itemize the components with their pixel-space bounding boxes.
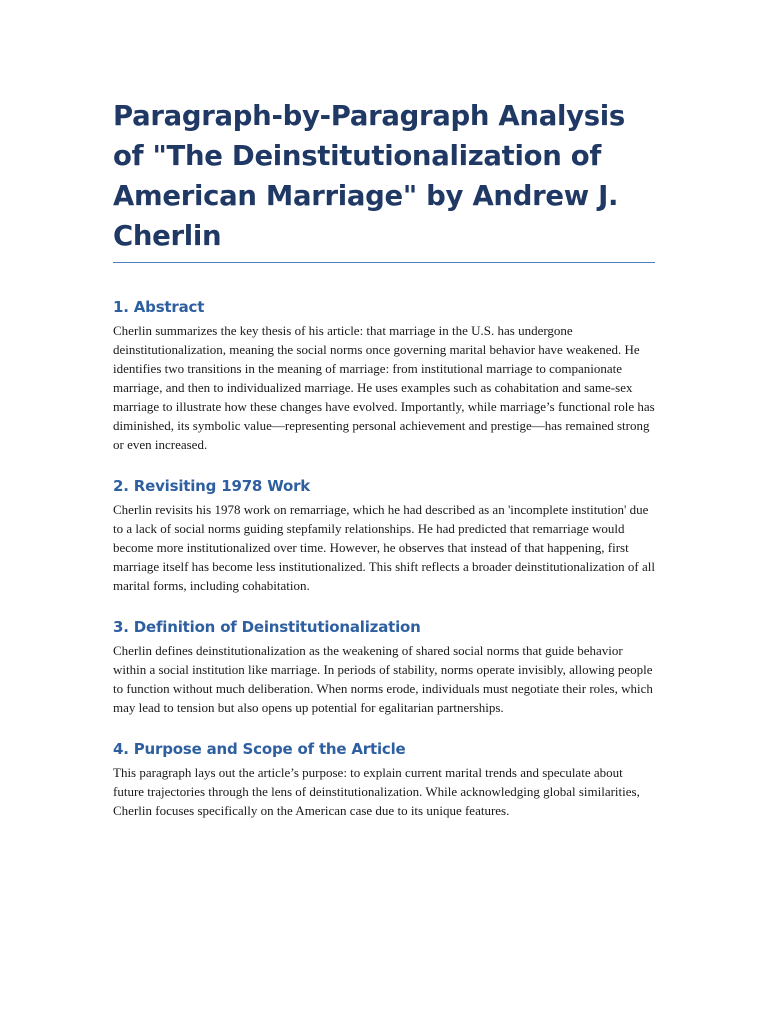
section-heading: 3. Definition of Deinstitutionalization — [113, 618, 421, 636]
section-paragraph: Cherlin revisits his 1978 work on remarriage, which he had described as an 'incomplete institution' due to a lack of social norms guiding stepfamily relationships. He had predicted that remarriage would become more institutionalized over time. However, he observes that instead of that happening, first marriage itself has become less institutionalized. This shift reflects a broader deinstitutionalization of all marital forms, including cohabitation. — [113, 502, 655, 593]
title-divider — [113, 262, 655, 263]
section-heading: 4. Purpose and Scope of the Article — [113, 740, 406, 758]
section-abstract — [113, 297, 655, 454]
section-paragraph: Cherlin summarizes the key thesis of his article: that marriage in the U.S. has undergone deinstitutionalization, meaning the social norms once governing marital behavior have weakened. He identifies two transitions in the meaning of marriage: from institutional marriage to companionate marriage, and then to individualized marriage. He uses examples such as cohabitation and same-sex marriage to illustrate how these changes have evolved. Importantly, while marriage’s functional role has diminished, its symbolic value—representing personal achievement and prestige—has remained strong or even increased. — [113, 323, 655, 452]
section-purpose-and-scope — [113, 739, 655, 820]
section-revisiting-1978-work — [113, 476, 655, 595]
document-page — [113, 96, 655, 842]
section-heading: 2. Revisiting 1978 Work — [113, 477, 311, 495]
document-title: Paragraph-by-Paragraph Analysis of "The Deinstitutionalization of American Marriage" by Andrew J. Cherlin — [113, 100, 625, 252]
section-heading: 1. Abstract — [113, 298, 205, 316]
section-paragraph: Cherlin defines deinstitutionalization as the weakening of shared social norms that guide behavior within a social institution like marriage. In periods of stability, norms operate invisibly, allowing people to function without much deliberation. When norms erode, individuals must negotiate their roles, which may lead to tension but also opens up potential for egalitarian partnerships. — [113, 643, 653, 715]
section-definition — [113, 617, 655, 717]
section-paragraph: This paragraph lays out the article’s purpose: to explain current marital trends and speculate about future trajectories through the lens of deinstitutionalization. While acknowledging global similarities, Cherlin focuses specifically on the American case due to its unique features. — [113, 765, 640, 818]
